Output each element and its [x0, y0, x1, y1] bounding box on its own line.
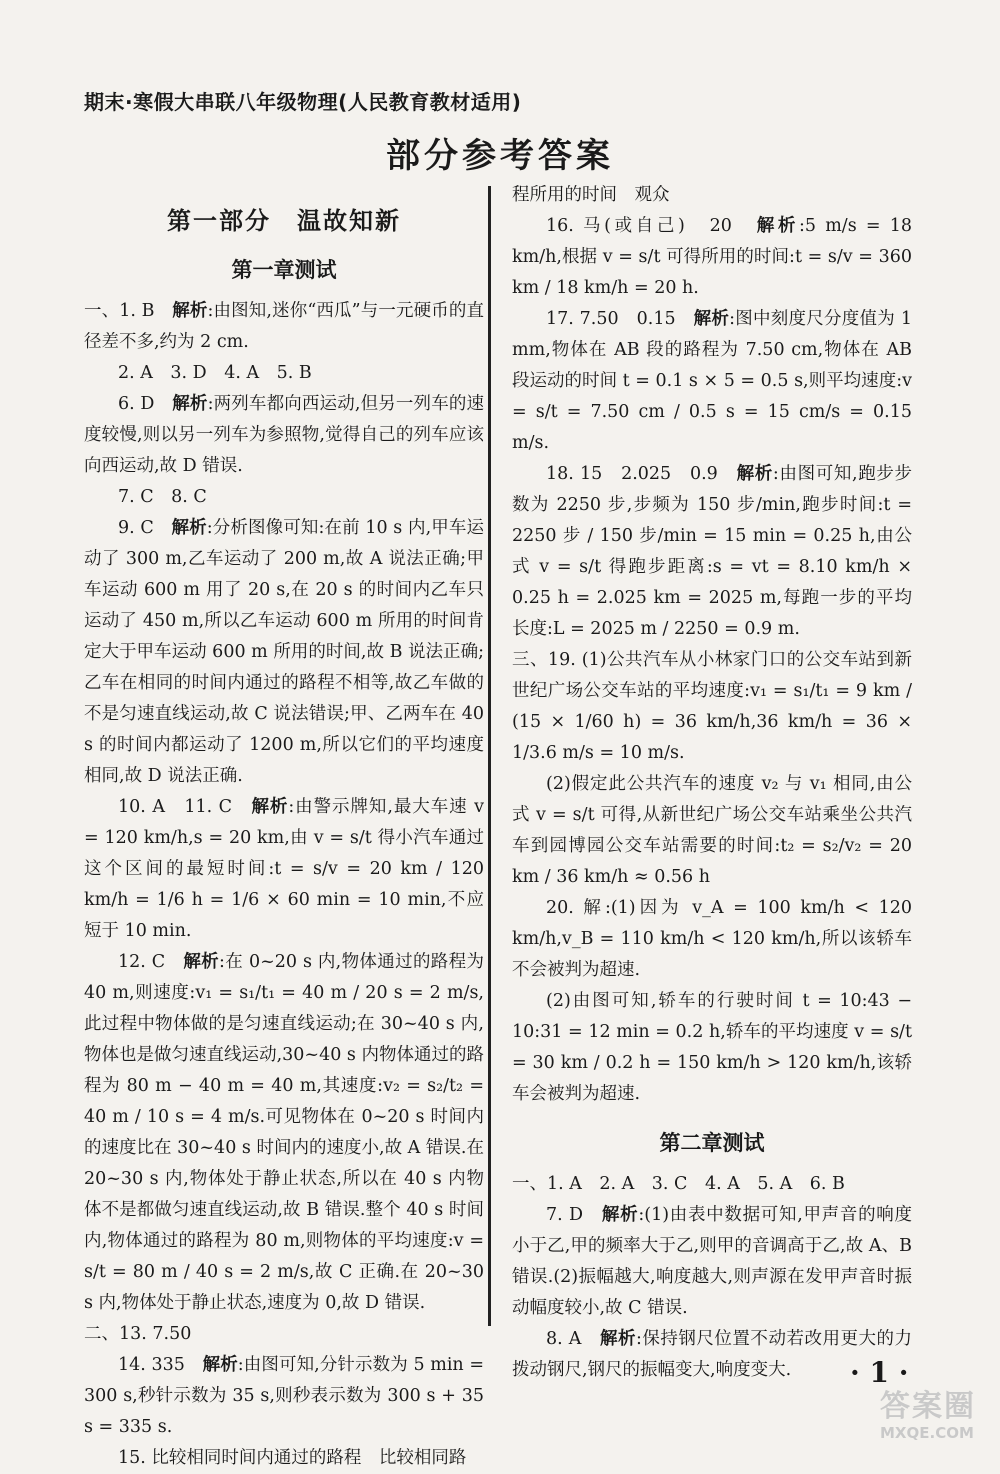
answer-text: :5 m/s = 18 km/h,根据 v = s/t 可得所用的时间:t = s/v = 360 km / 18 km/h = 20 h. — [512, 216, 912, 298]
answer-text: :在 0~20 s 内,物体通过的路程为 40 m,则速度:v₁ = s₁/t₁ = 40 m / 20 s = 2 m/s,此过程中物体做的是匀速直线运动;在 30~40 s 内,物体也是做匀速直线运动,30~40 s 内物体通过的路程为 80 m − 40 m = 40 m,其速度:v₂ = s₂/t₂ = 40 m / 10 s = 4 m/s.可见物体在 0~20 s 时间内的速度比在 30~40 s 时间内的速度小,故 A 错误.在 20~30 s 内,物体处于静止状态,所以在 40 s 内物体不是都做匀速直线运动,故 B 错误.整个 40 s 时间内,物体通过的路程为 80 m,则物体的平均速度:v = s/t = 80 m / 40 s = 2 m/s,故 C 正确.在 20~30 s 内,物体处于静止状态,速度为 0,故 D 错误. — [84, 952, 484, 1313]
answer-text: 三、19. (1)公共汽车从小林家门口的公交车站到新世纪广场公交车站的平均速度:v₁ = s₁/t₁ = 9 km / (15 × 1/60 h) = 36 km/h,36 km/h = 36 × 1/3.6 m/s = 10 m/s. — [512, 650, 912, 763]
book-header: 期末·寒假大串联八年级物理(人民教育教材适用) — [84, 90, 522, 114]
watermark-logo — [880, 1390, 990, 1450]
answer-paragraph — [84, 482, 484, 513]
watermark-logo-text: 答案圈 — [880, 1389, 976, 1424]
answer-paragraph — [512, 180, 912, 211]
answer-paragraph — [84, 358, 484, 389]
answer-text: :图中刻度尺分度值为 1 mm,物体在 AB 段的路程为 7.50 cm,物体在 AB 段运动的时间 t = 0.1 s × 5 = 0.5 s,则平均速度:v = s/t = 7.50 cm / 0.5 s = 15 cm/s = 0.15 m/s. — [512, 309, 913, 453]
analysis-label: 解析 — [172, 394, 208, 414]
answer-text: 程所用的时间 观众 — [512, 185, 670, 205]
answer-paragraph — [512, 1200, 912, 1324]
answer-number: 一、1. B — [84, 301, 173, 321]
answer-text: :保持钢尺位置不动若改用更大的力拨动钢尺,钢尺的振幅变大,响度变大. — [512, 1329, 913, 1380]
answer-paragraph — [84, 296, 484, 358]
answer-number: 18. 15 2.025 0.9 — [546, 464, 737, 484]
answer-text: 2. A 3. D 4. A 5. B — [118, 363, 312, 383]
answer-paragraph — [512, 304, 912, 459]
answer-text: 二、13. 7.50 — [84, 1324, 192, 1344]
answer-number: 12. C — [118, 952, 184, 972]
answer-text: 15. 比较相同时间内通过的路程 比较相同路 — [118, 1448, 467, 1468]
analysis-label: 解析 — [601, 1205, 639, 1225]
answer-paragraph — [512, 645, 912, 769]
section-heading: 第一章测试 — [231, 258, 337, 282]
analysis-label: 解析 — [599, 1329, 636, 1349]
answer-text: :(1)由表中数据可知,甲声音的响度小于乙,甲的频率大于乙,则甲的音调高于乙,故 A、B 错误.(2)振幅越大,响度越大,则声源在发甲声音时振动幅度较小,故 C 错误. — [512, 1205, 913, 1318]
answer-text: 一、1. A 2. A 3. C 4. A 5. A 6. B — [512, 1174, 845, 1194]
answer-paragraph — [512, 211, 912, 304]
page-title: 部分参考答案 — [386, 136, 614, 176]
answer-text: 7. C 8. C — [118, 487, 207, 507]
answer-paragraph — [84, 947, 484, 1319]
answer-text: :由图知,迷你“西瓜”与一元硬币的直径差不多,约为 2 cm. — [84, 301, 485, 352]
analysis-label: 解析 — [202, 1355, 238, 1375]
section-heading: 第一部分 温故知新 — [167, 207, 401, 235]
analysis-label: 解析 — [251, 797, 289, 817]
answer-paragraph — [84, 1443, 484, 1474]
answer-paragraph — [512, 986, 912, 1110]
answer-number: 6. D — [118, 394, 173, 414]
answer-paragraph — [84, 1319, 484, 1350]
answer-number: 17. 7.50 0.15 — [546, 309, 694, 329]
answer-text: :由图可知,跑步步数为 2250 步,步频为 150 步/min,跑步时间:t = 2250 步 / 150 步/min = 15 min = 0.25 h,由公式 v = s/t 得跑步距离:s = vt = 8.10 km/h × 0.25 h = 2.025 km = 2025 m,每跑一步的平均长度:L = 2025 m / 2250 = 0.9 m. — [512, 464, 913, 639]
answer-text: :分析图像可知:在前 10 s 内,甲车运动了 300 m,乙车运动了 200 m,故 A 说法正确;甲车运动 600 m 用了 20 s,在 20 s 的时间内乙车只运动了 450 m,所以乙车运动 600 m 所用的时间肯定大于甲车运动 600 m 所用的时间,故 B 说法正确;乙车在相同的时间内通过的路程不相等,故乙车做的不是匀速直线运动,故 C 说法错误;甲、乙两车在 40 s 的时间内都运动了 1200 m,所以它们的平均速度相同,故 D 说法正确. — [84, 518, 484, 786]
answer-paragraph — [512, 769, 912, 893]
page-number: · 1 · — [850, 1356, 909, 1389]
answer-paragraph — [512, 893, 912, 986]
section-heading: 第二章测试 — [659, 1131, 765, 1155]
answer-paragraph — [84, 513, 484, 792]
watermark-url: MXQE.COM — [880, 1424, 974, 1442]
answer-text: 20. 解:(1)因为 v_A = 100 km/h < 120 km/h,v_B = 110 km/h < 120 km/h,所以该轿车不会被判为超速. — [512, 898, 912, 980]
answer-number: 10. A 11. C — [118, 797, 252, 817]
analysis-label: 解析 — [171, 518, 207, 538]
answer-paragraph — [512, 459, 912, 645]
column-divider — [488, 186, 491, 1326]
right-column — [512, 180, 912, 1386]
analysis-label: 解析 — [693, 309, 730, 329]
answer-text: (2)由图可知,轿车的行驶时间 t = 10:43 − 10:31 = 12 min = 0.2 h,轿车的平均速度 v = s/t = 30 km / 0.2 h = 150 km/h > 120 km/h,该轿车会被判为超速. — [512, 991, 912, 1104]
analysis-label: 解析 — [736, 464, 773, 484]
left-column — [84, 200, 484, 1474]
answer-paragraph — [84, 792, 484, 947]
answer-number: 9. C — [118, 518, 172, 538]
analysis-label: 解析 — [172, 301, 208, 321]
answer-number: 7. D — [546, 1205, 602, 1225]
answer-text: :由图可知,分针示数为 5 min = 300 s,秒针示数为 35 s,则秒表示数为 300 s + 35 s = 335 s. — [84, 1355, 485, 1437]
answer-number: 16. 马(或自己) 20 — [546, 216, 757, 236]
analysis-label: 解析 — [183, 952, 219, 972]
analysis-label: 解析 — [756, 216, 799, 236]
answer-text: :由警示牌知,最大车速 v = 120 km/h,s = 20 km,由 v = s/t 得小汽车通过这个区间的最短时间:t = s/v = 20 km / 120 km/h = 1/6 h = 1/6 × 60 min = 10 min,不应短于 10 min. — [84, 797, 484, 941]
answer-text: (2)假定此公共汽车的速度 v₂ 与 v₁ 相同,由公式 v = s/t 可得,从新世纪广场公交车站乘坐公共汽车到园博园公交车站需要的时间:t₂ = s₂/v₂ = 20 km / 36 km/h ≈ 0.56 h — [512, 774, 912, 887]
answer-text: :两列车都向西运动,但另一列车的速度较慢,则以另一列车为参照物,觉得自己的列车应该向西运动,故 D 错误. — [84, 394, 485, 476]
answer-paragraph — [84, 1350, 484, 1443]
answer-paragraph — [84, 389, 484, 482]
answer-number: 14. 335 — [118, 1355, 203, 1375]
answer-paragraph — [512, 1169, 912, 1200]
answer-number: 8. A — [546, 1329, 600, 1349]
